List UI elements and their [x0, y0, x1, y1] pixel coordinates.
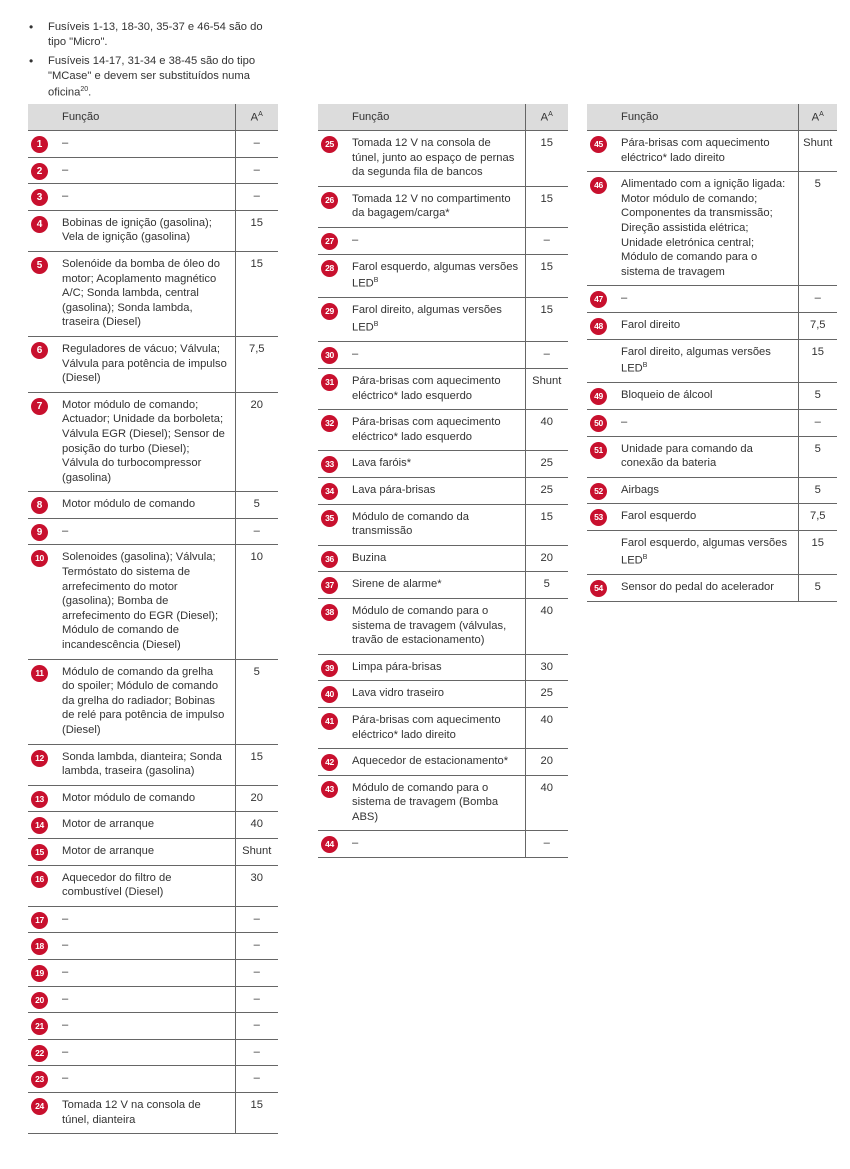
- footnote-ref: 20: [80, 86, 89, 93]
- fuse-row: [318, 775, 568, 831]
- fuse-row: [28, 1066, 278, 1093]
- fuse-function: –: [62, 1072, 69, 1085]
- fuse-amperage: 25: [525, 477, 568, 504]
- fuse-number-badge: 46: [590, 177, 607, 194]
- fuse-function: –: [62, 965, 69, 978]
- fuse-function: Tomada 12 V no compartimento da bagagem/carga*: [352, 192, 511, 220]
- fuse-amperage: 20: [525, 749, 568, 776]
- fuse-function: Motor de arranque: [62, 818, 155, 831]
- fuse-number-badge: 43: [321, 781, 338, 798]
- fuse-amperage: 5: [798, 172, 837, 286]
- fuse-function: Pára-brisas com aquecimento eléctrico* lado direito: [621, 137, 770, 164]
- fuse-row: [28, 1092, 278, 1133]
- fuse-row: [28, 933, 278, 960]
- fuse-amperage: 40: [525, 598, 568, 654]
- fuse-amperage: 15: [235, 744, 278, 785]
- fuse-function: Motor módulo de comando; Actuador; Unidade da borboleta; Válvula EGR (Diesel); Sensor de posição do turbo (Diesel); Válvula do turbocompressor (gasolina): [62, 398, 225, 484]
- fuse-number-badge: 9: [31, 524, 48, 541]
- fuse-amperage: 40: [525, 775, 568, 831]
- fuse-number-badge: 10: [31, 550, 48, 567]
- fuse-row: [28, 812, 278, 839]
- fuse-function: Lava vidro traseiro: [352, 687, 445, 700]
- fuse-number-badge: 3: [31, 189, 48, 206]
- fuse-function: Tomada 12 V na consola de túnel, junto ao espaço de pernas da segunda fila de bancos: [352, 137, 515, 179]
- fuse-row: [28, 906, 278, 933]
- fuse-row: [587, 531, 837, 575]
- fuse-row: [28, 184, 278, 211]
- fuse-amperage: 10: [235, 545, 278, 659]
- fuse-row: [28, 1039, 278, 1066]
- fuse-row: [587, 131, 837, 172]
- fuse-number-badge: 40: [321, 686, 338, 703]
- fuse-row: [318, 707, 568, 748]
- fuse-function: Módulo de comando da grelha do spoiler; Módulo de comando da grelha do radiador; Bobinas de relé para potência de impulso (Diesel): [62, 665, 225, 736]
- fuse-row: [318, 254, 568, 298]
- fuse-number-badge: 18: [31, 938, 48, 955]
- fuse-amperage: –: [235, 131, 278, 158]
- fuse-number-badge: 4: [31, 216, 48, 233]
- fuse-function: –: [62, 190, 69, 203]
- amperage-header: $A^A$: [798, 104, 837, 131]
- fuse-amperage: –: [798, 410, 837, 437]
- fuse-number-badge: 24: [31, 1098, 48, 1115]
- fuse-row: [318, 477, 568, 504]
- fuse-amperage: 5: [798, 477, 837, 504]
- fuse-function: Alimentado com a ignição ligada: Motor módulo de comando; Componentes da transmissão; Direção assistida elétrica; Unidade eletrónica central; Módulo de comando para o sistema de travagem: [621, 178, 786, 278]
- bullet-micro-fuses: • Fusíveis 1-13, 18-30, 35-37 e 46-54 são do tipo "Micro".: [28, 20, 283, 49]
- fuse-function: –: [62, 1019, 69, 1032]
- fuse-row: [587, 410, 837, 437]
- fuse-function: Pára-brisas com aquecimento eléctrico* lado esquerdo: [352, 375, 501, 402]
- fuse-number-badge: 53: [590, 509, 607, 526]
- fuse-row: [587, 477, 837, 504]
- fuse-number-badge: 28: [321, 260, 338, 277]
- fuse-number-badge: 19: [31, 965, 48, 982]
- fuse-function: –: [62, 524, 69, 537]
- fuse-row: [587, 436, 837, 477]
- fuse-row: [318, 749, 568, 776]
- fuse-amperage: 20: [235, 785, 278, 812]
- fuse-row: [318, 298, 568, 342]
- fuse-function: Solenóide da bomba de óleo do motor; Acoplamento magnético A/C; Sonda lambda, central (gasolina); Sonda lambda, traseira (Diesel): [62, 257, 220, 329]
- fuse-function: –: [62, 939, 69, 952]
- fuse-row: [28, 959, 278, 986]
- fuse-number-badge: 17: [31, 912, 48, 929]
- fuse-number-badge: 34: [321, 483, 338, 500]
- fuse-function: Motor módulo de comando: [62, 791, 196, 804]
- fuse-amperage: 25: [525, 681, 568, 708]
- fuse-row: [587, 312, 837, 339]
- fuse-amperage: 5: [798, 383, 837, 410]
- fuse-amperage: 15: [235, 251, 278, 336]
- fuse-number-badge: 48: [590, 318, 607, 335]
- fuse-row: [587, 339, 837, 383]
- fuse-row: [28, 131, 278, 158]
- fuse-row: [318, 186, 568, 227]
- fuse-amperage: 25: [525, 451, 568, 478]
- fuse-row: [28, 1013, 278, 1040]
- footnote-ref: B: [373, 277, 379, 285]
- fuse-function: Bloqueio de álcool: [621, 389, 713, 402]
- fuse-amperage: 7,5: [798, 504, 837, 531]
- fuse-row: [28, 545, 278, 659]
- fuse-function: Lava pára-brisas: [352, 483, 436, 496]
- fuse-row: [587, 383, 837, 410]
- fuse-function: Bobinas de ignição (gasolina); Vela de ignição (gasolina): [62, 216, 212, 244]
- fuse-table-2: [318, 104, 568, 858]
- fuse-function: Pára-brisas com aquecimento eléctrico* lado direito: [352, 713, 501, 741]
- fuse-number-badge: 14: [31, 817, 48, 834]
- fuse-amperage: 30: [235, 865, 278, 906]
- fuse-function: –: [352, 348, 359, 361]
- fuse-function: Módulo de comando da transmissão: [352, 510, 469, 538]
- table-header-row: [318, 104, 568, 131]
- fuse-function: Motor módulo de comando: [62, 498, 196, 511]
- fuse-function: –: [621, 416, 628, 429]
- fuse-function: Pára-brisas com aquecimento eléctrico* lado esquerdo: [352, 416, 501, 443]
- fuse-number-badge: 7: [31, 398, 48, 415]
- fuse-function: Módulo de comando para o sistema de travagem (Bomba ABS): [352, 781, 499, 823]
- fuse-function: Airbags: [621, 483, 659, 496]
- fuse-number-badge: 49: [590, 388, 607, 405]
- fuse-function: Sonda lambda, dianteira; Sonda lambda, traseira (gasolina): [62, 750, 222, 778]
- fuse-row: [28, 492, 278, 519]
- fuse-number-badge: 8: [31, 497, 48, 514]
- fuse-function: Farol esquerdo: [621, 510, 697, 523]
- fuse-amperage: 40: [235, 812, 278, 839]
- footnote-ref: B: [642, 553, 648, 561]
- fuse-number-badge: 1: [31, 136, 48, 153]
- fuse-amperage: 20: [235, 392, 278, 492]
- fuse-number-badge: 2: [31, 163, 48, 180]
- fuse-amperage: 15: [798, 531, 837, 575]
- fuse-amperage: –: [525, 831, 568, 858]
- fuse-amperage: –: [235, 959, 278, 986]
- fuse-function: –: [621, 292, 628, 305]
- fuse-function: Farol direito, algumas versões LED: [621, 345, 771, 375]
- fuse-row: [28, 392, 278, 492]
- fuse-number-badge: 22: [31, 1045, 48, 1062]
- fuse-function: –: [352, 233, 359, 246]
- fuse-number-badge: 30: [321, 347, 338, 364]
- fuse-amperage: 5: [235, 492, 278, 519]
- fuse-row: [587, 286, 837, 313]
- fuse-row: [318, 572, 568, 599]
- function-header: Função: [56, 104, 235, 131]
- fuse-number-badge: 36: [321, 551, 338, 568]
- fuse-number-badge: 23: [31, 1071, 48, 1088]
- footnote-ref: B: [373, 321, 379, 329]
- fuse-number-badge: 26: [321, 192, 338, 209]
- fuse-row: [318, 410, 568, 451]
- fuse-row: [587, 574, 837, 601]
- fuse-number-badge: 15: [31, 844, 48, 861]
- fuse-function: Sirene de alarme*: [352, 578, 442, 591]
- fuse-function: Sensor do pedal do acelerador: [621, 580, 775, 593]
- fuse-function: Lava faróis*: [352, 457, 412, 470]
- fuse-function: –: [62, 992, 69, 1005]
- fuse-table-1: [28, 104, 278, 1134]
- fuse-number-badge: 51: [590, 442, 607, 459]
- fuse-number-badge: 41: [321, 713, 338, 730]
- table-header-row: [28, 104, 278, 131]
- fuse-number-badge: 11: [31, 665, 48, 682]
- fuse-number-badge: 32: [321, 415, 338, 432]
- number-header: [318, 104, 346, 131]
- intro-bullet-list: [28, 20, 283, 105]
- fuse-function: Motor de arranque: [62, 844, 155, 857]
- fuse-amperage: 40: [525, 410, 568, 451]
- fuse-number-badge: 5: [31, 257, 48, 274]
- fuse-number-badge: 47: [590, 291, 607, 308]
- fuse-amperage: –: [235, 518, 278, 545]
- fuse-row: [28, 210, 278, 251]
- fuse-amperage: –: [525, 227, 568, 254]
- fuse-row: [28, 659, 278, 744]
- fuse-number-badge: 27: [321, 233, 338, 250]
- fuse-number-badge: 39: [321, 660, 338, 677]
- fuse-row: [318, 654, 568, 681]
- fuse-row: [28, 251, 278, 336]
- fuse-row: [28, 157, 278, 184]
- fuse-function: Unidade para comando da conexão da bateria: [621, 442, 753, 470]
- fuse-amperage: 15: [798, 339, 837, 383]
- function-header: Função: [615, 104, 798, 131]
- fuse-number-badge: 6: [31, 342, 48, 359]
- fuse-number-badge: 44: [321, 836, 338, 853]
- fuse-number-badge: 50: [590, 415, 607, 432]
- fuse-amperage: –: [235, 906, 278, 933]
- fuse-amperage: –: [235, 933, 278, 960]
- fuse-function: Aquecedor de estacionamento*: [352, 755, 509, 768]
- fuse-amperage: –: [235, 1066, 278, 1093]
- fuse-function: Farol direito: [621, 318, 681, 331]
- fuse-amperage: –: [235, 184, 278, 211]
- fuse-row: [28, 744, 278, 785]
- fuse-function: –: [62, 163, 69, 176]
- amperage-header: $A^A$: [235, 104, 278, 131]
- table-header-row: [587, 104, 837, 131]
- fuse-row: [318, 545, 568, 572]
- fuse-row: [318, 451, 568, 478]
- fuse-function: Reguladores de vácuo; Válvula; Válvula para potência de impulso (Diesel): [62, 342, 227, 385]
- fuse-row: [28, 986, 278, 1013]
- fuse-amperage: –: [798, 286, 837, 313]
- fuse-number-badge: 25: [321, 136, 338, 153]
- fuse-amperage: 5: [525, 572, 568, 599]
- fuse-amperage: Shunt: [235, 838, 278, 865]
- fuse-amperage: 15: [235, 210, 278, 251]
- fuse-number-badge: 42: [321, 754, 338, 771]
- number-header: [587, 104, 615, 131]
- fuse-function: Buzina: [352, 551, 387, 564]
- fuse-number-badge: 45: [590, 136, 607, 153]
- fuse-amperage: 30: [525, 654, 568, 681]
- fuse-amperage: –: [235, 1013, 278, 1040]
- fuse-amperage: 40: [525, 707, 568, 748]
- footnote-ref: B: [642, 362, 648, 370]
- fuse-number-badge: 31: [321, 374, 338, 391]
- fuse-function: Farol direito, algumas versões LED: [352, 304, 502, 334]
- fuse-row: [28, 838, 278, 865]
- fuse-amperage: 15: [525, 254, 568, 298]
- amperage-header: $A^A$: [525, 104, 568, 131]
- function-header: Função: [346, 104, 525, 131]
- fuse-amperage: 15: [525, 186, 568, 227]
- fuse-amperage: –: [235, 157, 278, 184]
- fuse-function: Solenoides (gasolina); Válvula; Termóstato do sistema de arrefecimento do motor (gasolina); Bomba de arrefecimento do EGR (Diesel); Módulo de comando de incandescência (Diesel): [62, 551, 219, 652]
- fuse-number-badge: 12: [31, 750, 48, 767]
- fuse-row: [318, 369, 568, 410]
- fuse-function: Módulo de comando para o sistema de travagem (válvulas, travão de estacionamento): [352, 604, 507, 647]
- fuse-row: [28, 865, 278, 906]
- fuse-row: [318, 131, 568, 187]
- fuse-row: [318, 598, 568, 654]
- fuse-amperage: 15: [525, 298, 568, 342]
- fuse-number-badge: 52: [590, 483, 607, 500]
- fuse-function: Limpa pára-brisas: [352, 660, 442, 673]
- fuse-function: Farol esquerdo, algumas versões LED: [352, 260, 519, 290]
- fuse-amperage: Shunt: [525, 369, 568, 410]
- fuse-number-badge: 20: [31, 992, 48, 1009]
- fuse-row: [28, 518, 278, 545]
- fuse-amperage: 15: [525, 504, 568, 545]
- fuse-amperage: –: [235, 1039, 278, 1066]
- fuse-function: –: [62, 137, 69, 149]
- fuse-amperage: Shunt: [798, 131, 837, 172]
- fuse-row: [318, 342, 568, 369]
- fuse-row: [318, 227, 568, 254]
- fuse-amperage: 5: [235, 659, 278, 744]
- fuse-number-badge: 37: [321, 577, 338, 594]
- fuse-amperage: 7,5: [235, 336, 278, 392]
- fuse-function: –: [62, 1045, 69, 1058]
- fuse-number-badge: 38: [321, 604, 338, 621]
- fuse-row: [587, 504, 837, 531]
- number-header: [28, 104, 56, 131]
- fuse-amperage: –: [525, 342, 568, 369]
- fuse-amperage: 20: [525, 545, 568, 572]
- fuse-amperage: –: [235, 986, 278, 1013]
- fuse-number-badge: 13: [31, 791, 48, 808]
- fuse-function: –: [352, 837, 359, 850]
- fuse-amperage: 15: [235, 1092, 278, 1133]
- fuse-amperage: 15: [525, 131, 568, 187]
- fuse-number-badge: 21: [31, 1018, 48, 1035]
- fuse-amperage: 7,5: [798, 312, 837, 339]
- fuse-row: [28, 785, 278, 812]
- fuse-amperage: 5: [798, 436, 837, 477]
- fuse-number-badge: 33: [321, 456, 338, 473]
- fuse-row: [587, 172, 837, 286]
- fuse-number-badge: 16: [31, 871, 48, 888]
- fuse-row: [28, 336, 278, 392]
- fuse-number-badge: 29: [321, 303, 338, 320]
- fuse-function: Farol esquerdo, algumas versões LED: [621, 537, 788, 567]
- fuse-row: [318, 504, 568, 545]
- fuse-row: [318, 681, 568, 708]
- fuse-number-badge: 54: [590, 580, 607, 597]
- bullet-mcase-fuses: • Fusíveis 14-17, 31-34 e 38-45 são do tipo "MCase" e devem ser substituídos numa oficina$^{20}$.: [28, 54, 283, 100]
- fuse-row: [318, 831, 568, 858]
- fuse-table-3: [587, 104, 837, 602]
- fuse-number-badge: 35: [321, 510, 338, 527]
- fuse-function: –: [62, 912, 69, 925]
- fuse-amperage: 5: [798, 574, 837, 601]
- fuse-function: Aquecedor do filtro de combustível (Diesel): [62, 871, 172, 899]
- fuse-function: Tomada 12 V na consola de túnel, dianteira: [62, 1098, 201, 1126]
